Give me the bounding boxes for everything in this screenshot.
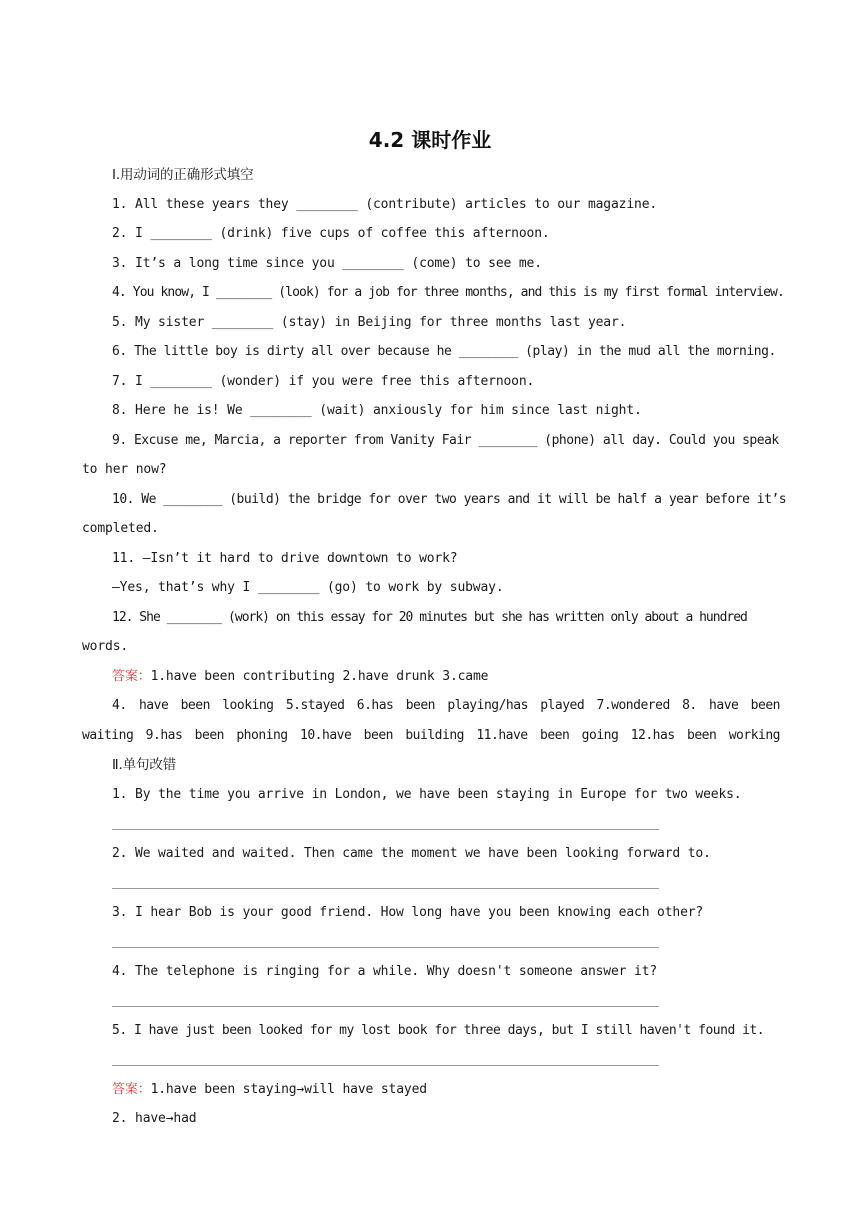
section1-answer-line3: waiting 9.has been phoning 10.have been building 11.have been going 12.has been working <box>82 728 780 743</box>
answer-blank-line-5 <box>112 1065 659 1066</box>
exercise-item-12-line2: words. <box>82 639 129 654</box>
exercise-item-6: 6. The little boy is dirty all over because he ________ (play) in the mud all the morning. <box>112 344 776 359</box>
answer-label: 答案： <box>112 1082 151 1097</box>
exercise-item-11-answer: —Yes, that’s why I ________ (go) to work by subway. <box>112 580 504 595</box>
exercise-item-8: 8. Here he is! We ________ (wait) anxiously for him since last night. <box>112 403 642 418</box>
exercise-item-4: 4. You know, I ________ (look) for a job for three months, and this is my first formal interview. <box>112 285 784 300</box>
answer-text: 1.have been staying→will have stayed <box>150 1082 427 1097</box>
answer-text: 1.have been contributing 2.have drunk 3.came <box>150 669 489 684</box>
exercise-item-5: 5. My sister ________ (stay) in Beijing for three months last year. <box>112 315 627 330</box>
answer-blank-line-2 <box>112 888 659 889</box>
exercise-item-9-line2: to her now? <box>82 462 167 477</box>
correction-item-2: 2. We waited and waited. Then came the moment we have been looking forward to. <box>112 846 711 861</box>
exercise-item-1: 1. All these years they ________ (contribute) articles to our magazine. <box>112 197 658 212</box>
correction-item-5: 5. I have just been looked for my lost book for three days, but I still haven't found it. <box>112 1023 765 1038</box>
answer-blank-line-3 <box>112 947 659 948</box>
page-title: 4.2 课时作业 <box>368 128 492 152</box>
exercise-item-3: 3. It’s a long time since you ________ (come) to see me. <box>112 256 542 271</box>
section2-answer-line1 <box>112 1080 780 1100</box>
correction-item-3: 3. I hear Bob is your good friend. How long have you been knowing each other? <box>112 905 704 920</box>
section1-answer-line1 <box>112 667 780 687</box>
section1-answer-line2: 4. have been looking 5.stayed 6.has been playing/has played 7.wondered 8. have been <box>112 698 780 713</box>
exercise-item-10-line2: completed. <box>82 521 159 536</box>
correction-item-4: 4. The telephone is ringing for a while. Why doesn't someone answer it? <box>112 964 658 979</box>
exercise-item-9-line1: 9. Excuse me, Marcia, a reporter from Vanity Fair ________ (phone) all day. Could you speak <box>112 433 779 448</box>
answer-label: 答案： <box>112 669 151 684</box>
exercise-item-12-line1: 12. She ________ (work) on this essay for 20 minutes but she has written only about a hundred <box>112 610 747 625</box>
exercise-item-10-line1: 10. We ________ (build) the bridge for over two years and it will be half a year before it’s <box>112 492 787 507</box>
section1-heading: Ⅰ.用动词的正确形式填空 <box>112 167 254 183</box>
correction-item-1: 1. By the time you arrive in London, we have been staying in Europe for two weeks. <box>112 787 742 802</box>
exercise-item-2: 2. I ________ (drink) five cups of coffee this afternoon. <box>112 226 550 241</box>
exercise-item-11-question: 11. —Isn’t it hard to drive downtown to work? <box>112 551 458 566</box>
section2-heading: Ⅱ.单句改错 <box>112 757 177 773</box>
section2-answer-line2: 2. have→had <box>112 1111 197 1126</box>
answer-blank-line-4 <box>112 1006 659 1007</box>
exercise-item-7: 7. I ________ (wonder) if you were free this afternoon. <box>112 374 535 389</box>
answer-blank-line-1 <box>112 829 659 830</box>
